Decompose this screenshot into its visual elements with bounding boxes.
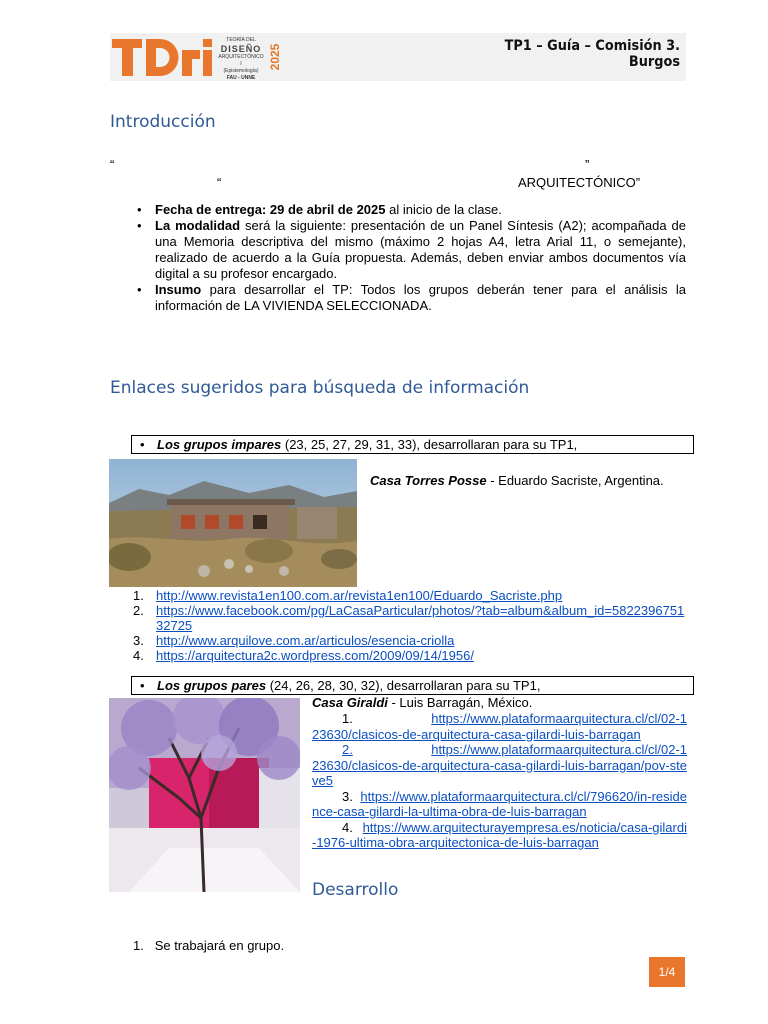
bullet-modalidad: • La modalidad será la siguiente: presentación de un Panel Síntesis (A2); acompañada de una Memoria descriptiva del mismo (máximo 2 hojas A4, letra Arial 11, o semejante), realizado de acuerdo a la Guía propuesta. Además, deben enviar ambos documentos vía digital a su profesor encargado. xyxy=(135,218,686,282)
link-item[interactable]: 1. https://www.plataformaarquitectura.cl/cl/02-123630/clasicos-de-arquitectura-casa-gilardi-luis-barragan xyxy=(312,711,687,742)
even-links-list xyxy=(312,711,687,851)
desarrollo-item: 1. Se trabajará en grupo. xyxy=(133,938,285,953)
links-heading: Enlaces sugeridos para búsqueda de información xyxy=(110,378,530,398)
casa-torres-caption: Casa Torres Posse - Eduardo Sacriste, Argentina. xyxy=(370,473,664,488)
quote-end: ARQUITECTÓNICO” xyxy=(518,175,641,190)
dri-logo xyxy=(112,36,292,80)
bullet-fecha: • Fecha de entrega: 29 de abril de 2025 al inicio de la clase. xyxy=(135,202,686,218)
bullet-insumo: • Insumo para desarrollar el TP: Todos los grupos deberán tener para el análisis la información de LA VIVIENDA SELECCIONADA. xyxy=(135,282,686,314)
quote-open-2: “ xyxy=(217,175,222,190)
casa-giraldi-caption: Casa Giraldi - Luis Barragán, México. xyxy=(312,695,533,710)
intro-heading: Introducción xyxy=(110,112,216,132)
link-item[interactable]: 4. https://arquitectura2c.wordpress.com/2009/09/14/1956/ xyxy=(133,648,474,663)
quote-open: “ xyxy=(110,157,115,172)
link-item[interactable]: 3. http://www.arquilove.com.ar/articulos/esencia-criolla xyxy=(133,633,455,648)
link-item[interactable]: 1. http://www.revista1en100.com.ar/revista1en100/Eduardo_Sacriste.php xyxy=(133,588,563,603)
link-item[interactable]: 3. https://www.plataformaarquitectura.cl/cl/796620/in-residence-casa-gilardi-la-ultima-obra-de-luis-barragan xyxy=(312,788,687,819)
odd-groups-box: • Los grupos impares (23, 25, 27, 29, 31, 33), desarrollaran para su TP1, xyxy=(131,435,694,454)
even-groups-box: • Los grupos pares (24, 26, 28, 30, 32), desarrollaran para su TP1, xyxy=(131,676,694,695)
casa-torres-posse-photo xyxy=(109,459,357,587)
link-item[interactable]: 4. https://www.arquitecturayempresa.es/noticia/casa-gilardi-1976-ultima-obra-arquitectonica-de-luis-barragan xyxy=(312,819,687,850)
page-number: 1/4 xyxy=(649,957,685,987)
odd-links-list xyxy=(133,588,688,663)
link-item[interactable]: 2. https://www.facebook.com/pg/LaCasaParticular/photos/?tab=album&album_id=582239675132725 xyxy=(133,603,685,633)
logo-text: TEORÍA DEL DISEÑO ARQUITECTÓNICO I (Epistemología) FAU - UNNE xyxy=(218,37,264,81)
intro-bullets xyxy=(135,202,686,314)
logo-year: 2025 xyxy=(268,43,282,71)
page-title: TP1 – Guía – Comisión 3. Burgos xyxy=(504,38,680,70)
desarrollo-heading: Desarrollo xyxy=(312,880,399,900)
link-item[interactable]: 2. https://www.plataformaarquitectura.cl/cl/02-123630/clasicos-de-arquitectura-casa-gilardi-luis-barragan/pov-steve5 xyxy=(312,742,688,788)
casa-giraldi-photo xyxy=(109,698,300,892)
quote-close: ” xyxy=(585,157,590,172)
